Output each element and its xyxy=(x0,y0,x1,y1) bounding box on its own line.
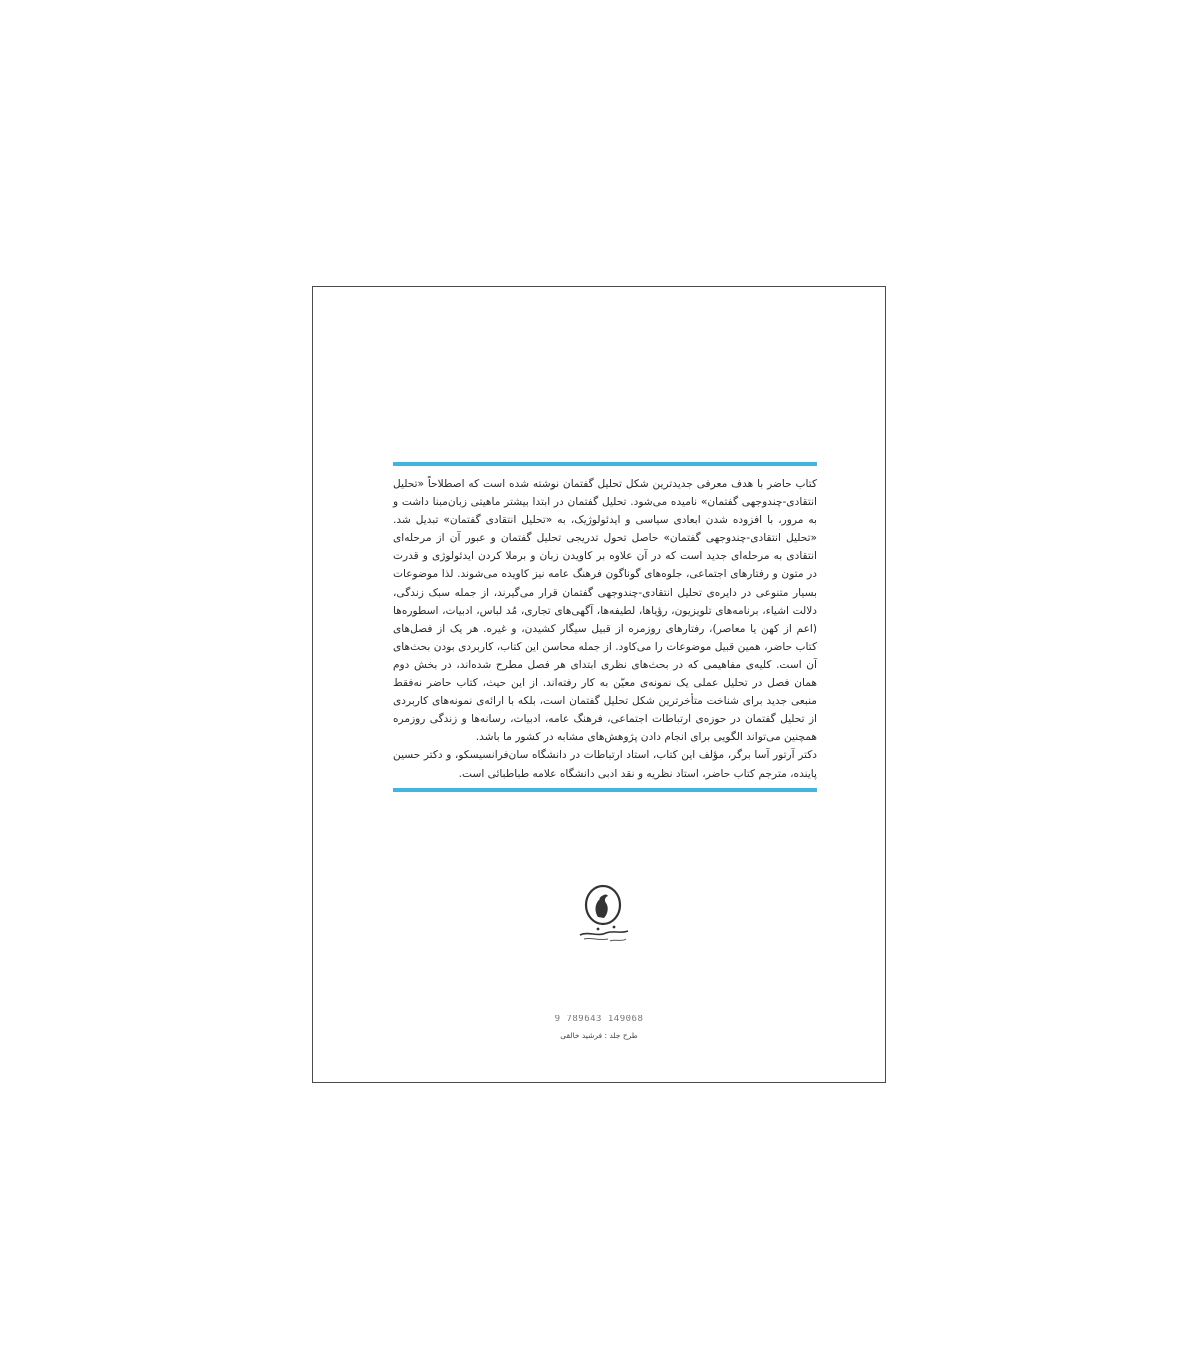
bird-in-circle-icon xyxy=(558,867,648,957)
top-accent-rule xyxy=(393,462,817,466)
cover-designer-credit: طرح جلد : فرشید خالقی xyxy=(560,1031,638,1040)
blurb-paragraph-2: دکتر آرتور آسا برگر، مؤلف این کتاب، استاد ارتباطات در دانشگاه سان‌فرانسیسکو، و دکتر حسین پاینده، مترجم کتاب حاضر، استاد نظریه و نقد ادبی دانشگاه علامه طباطبائی است. xyxy=(393,749,817,780)
blurb-paragraph-1: کتاب حاضر با هدف معرفی جدیدترین شکل تحلیل گفتمان نوشته شده است که اصطلاحاً «تحلیل انتقادی-چندوجهی گفتمان» نامیده می‌شود. تحلیل گفتمان در ابتدا بیشتر ماهیتی زبان‌مبنا داشت و به مرور، با افزوده شدن ابعادی سیاسی و ایدئولوژیک، به «تحلیل انتقادی گفتمان» تبدیل شد. «تحلیل انتقادی-چندوجهی گفتمان» حاصل تحول تدریجی تحلیل گفتمان و عبور آن از مرحله‌ای انتقادی به مرحله‌ای جدید است که در آن علاوه بر کاویدن زبان و برملا کردن ایدئولوژی و قدرت در متون و رفتارهای اجتماعی، جلوه‌های گوناگون فرهنگ عامه نیز کاویده می‌شوند. لذا موضوعات بسیار متنوعی در دایره‌ی تحلیل انتقادی-چندوجهی گفتمان قرار می‌گیرند، از جمله سبک زندگی، دلالت اشیاء، برنامه‌های تلویزیون، رؤیاها، لطیفه‌ها، آگهی‌های تجاری، مُد لباس، ادبیات، اسطوره‌ها (اعم از کهن یا معاصر)، رفتارهای روزمره از قبیل سیگار کشیدن، و غیره. هر یک از فصل‌های کتاب حاضر، همین قبیل موضوعات را می‌کاود. از جمله محاسن این کتاب، کاربردی بودن بحث‌های آن است. کلیه‌ی مفاهیمی که در بحث‌های نظری ابتدای هر فصل مطرح شده‌اند، در بخش دوم همان فصل در تحلیل عملی یک نمونه‌ی معیّن به کار رفته‌اند. از این حیث، کتاب حاضر نه‌فقط منبعی جدید برای شناخت متأخرترین شکل تحلیل گفتمان است، بلکه با ارائه‌ی نمونه‌های کاربردی از تحلیل گفتمان در حوزه‌ی ارتباطات اجتماعی، فرهنگ عامه، ادبیات، رسانه‌ها و زندگی روزمره همچنین می‌تواند الگویی برای انجام دادن پژوهش‌های مشابه در کشور ما باشد. xyxy=(393,478,817,744)
back-cover-blurb xyxy=(393,475,817,783)
bottom-accent-rule xyxy=(393,788,817,792)
publisher-logo xyxy=(558,867,648,957)
book-back-cover xyxy=(312,286,886,1083)
barcode-digits: 9 789643 149068 xyxy=(554,1015,644,1023)
